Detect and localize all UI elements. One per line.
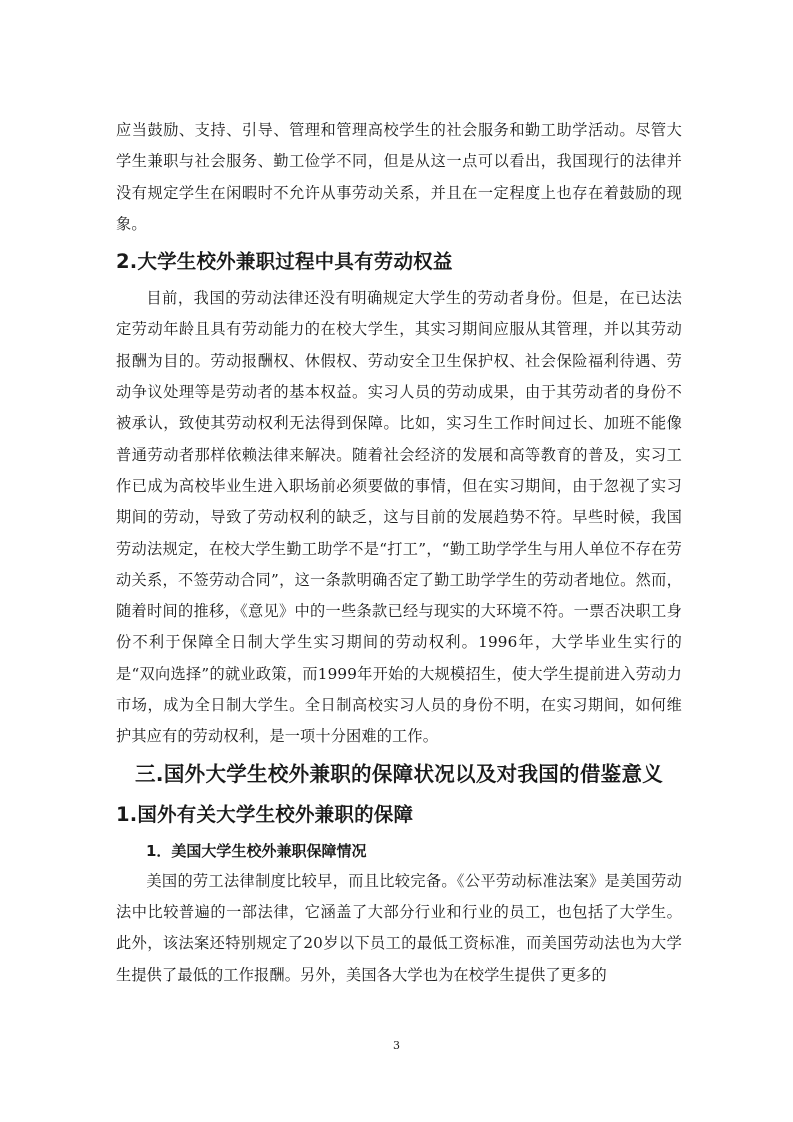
chapter-heading-foreign-protection: 三.国外大学生校外兼职的保障状况以及对我国的借鉴意义 xyxy=(134,761,664,786)
page-number: 3 xyxy=(393,1039,400,1052)
body-paragraph-usa: 美国的劳工法律制度比较早，而且比较完备。《公平劳动标准法案》是美国劳动法中比较普遍的一部法律，它涵盖了大部分行业和行业的员工，也包括了大学生。此外，该法案还特别规定了20岁以下员工的最低工资标准，而美国劳动法也为大学生提供了最低的工作报酬。另外，美国各大学也为在校学生提供了更多的 xyxy=(116,871,682,984)
body-paragraph-continued: 应当鼓励、支持、引导、管理和管理高校学生的社会服务和勤工助学活动。尽管大学生兼职与社会服务、勤工俭学不同，但是从这一点可以看出，我国现行的法律并没有规定学生在闲暇时不允许从事劳动关系，并且在一定程度上也存在着鼓励的现象。 xyxy=(116,121,682,233)
section-heading-labor-rights: 2.大学生校外兼职过程中具有劳动权益 xyxy=(116,250,453,274)
section-heading-foreign-protection: 1.国外有关大学生校外兼职的保障 xyxy=(116,802,414,826)
subsection-heading-usa: 1．美国大学生校外兼职保障情况 xyxy=(146,841,367,860)
body-paragraph-labor-rights: 目前，我国的劳动法律还没有明确规定大学生的劳动者身份。但是，在已达法定劳动年龄且具有劳动能力的在校大学生，其实习期间应服从其管理，并以其劳动报酬为目的。劳动报酬权、休假权、劳动安全卫生保护权、社会保险福利待遇、劳动争议处理等是劳动者的基本权益。实习人员的劳动成果，由于其劳动者的身份不被承认，致使其劳动权利无法得到保障。比如，实习生工作时间过长、加班不能像普通劳动者那样依赖法律来解决。随着社会经济的发展和高等教育的普及，实习工作已成为高校毕业生进入职场前必须要做的事情，但在实习期间，由于忽视了实习期间的劳动，导致了劳动权利的缺乏，这与目前的发展趋势不符。早些时候，我国劳动法规定，在校大学生勤工助学不是“打工”，“勤工助学学生与用人单位不存在劳动关系，不签劳动合同”，这一条款明确否定了勤工助学学生的劳动者地位。然而，随着时间的推移，《意见》中的一些条款已经与现实的大环境不符。一票否决职工身份不利于保障全日制大学生实习期间的劳动权利。1996年，大学毕业生实行的是“双向选择”的就业政策，而1999年开始的大规模招生，使大学生提前进入劳动力市场，成为全日制大学生。全日制高校实习人员的身份不明，在实习期间，如何维护其应有的劳动权利，是一项十分困难的工作。 xyxy=(116,289,682,746)
page-content xyxy=(116,115,682,991)
